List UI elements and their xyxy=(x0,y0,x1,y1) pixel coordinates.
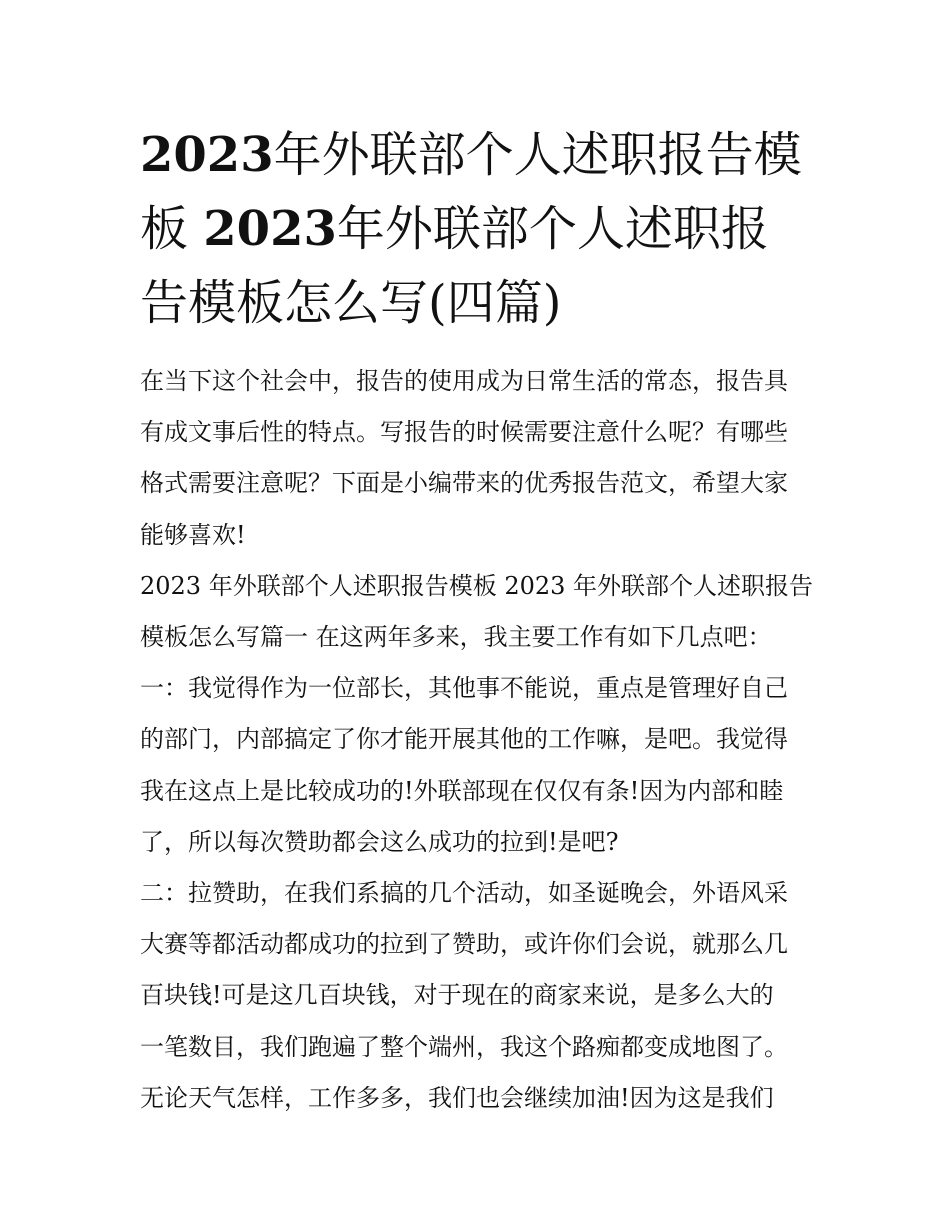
title-text: 年外联部个人述职报告模 xyxy=(273,127,802,183)
body-line: 有成文事后性的特点。写报告的时候需要注意什么呢？有哪些 xyxy=(140,418,788,447)
body-line: 模板怎么写篇一 在这两年多来，我主要工作有如下几点吧： xyxy=(140,623,772,652)
title-text: 告模板怎么写(四篇) xyxy=(140,275,562,331)
body-line: 能够喜欢! xyxy=(140,520,246,549)
body-line: 在当下这个社会中，报告的使用成为日常生活的常态，报告具 xyxy=(140,367,788,395)
body-line: 2023 年外联部个人述职报告模板 2023 年外联部个人述职报告 xyxy=(140,571,814,600)
body-line: 百块钱!可是这几百块钱，对于现在的商家来说，是多么大的 xyxy=(140,981,774,1010)
body-line: 一：我觉得作为一位部长，其他事不能说，重点是管理好自己 xyxy=(140,674,788,703)
title-text: 年外联部个人述职报 xyxy=(336,201,769,257)
title-line-1 xyxy=(140,118,820,192)
body-line: 二：拉赞助，在我们系搞的几个活动，如圣诞晚会，外语风采 xyxy=(140,879,788,908)
title-year: 2023 xyxy=(140,127,274,183)
document-body xyxy=(140,356,820,1124)
body-line: 无论天气怎样，工作多多，我们也会继续加油!因为这是我们 xyxy=(140,1083,774,1112)
title-year: 2023 xyxy=(203,201,337,257)
body-line: 了，所以每次赞助都会这么成功的拉到!是吧? xyxy=(140,827,619,856)
body-line: 大赛等都活动都成功的拉到了赞助，或许你们会说，就那么几 xyxy=(140,930,788,959)
body-line: 的部门，内部搞定了你才能开展其他的工作嘛，是吧。我觉得 xyxy=(140,725,788,754)
title-line-3 xyxy=(140,266,820,340)
title-line-2 xyxy=(140,192,820,266)
body-line: 格式需要注意呢？下面是小编带来的优秀报告范文，希望大家 xyxy=(140,469,788,498)
body-line: 我在这点上是比较成功的!外联部现在仅仅有条!因为内部和睦 xyxy=(140,776,784,805)
document-title xyxy=(140,118,820,340)
title-text: 板 xyxy=(140,201,189,257)
body-line: 一笔数目，我们跑遍了整个端州，我这个路痴都变成地图了。 xyxy=(140,1032,788,1061)
